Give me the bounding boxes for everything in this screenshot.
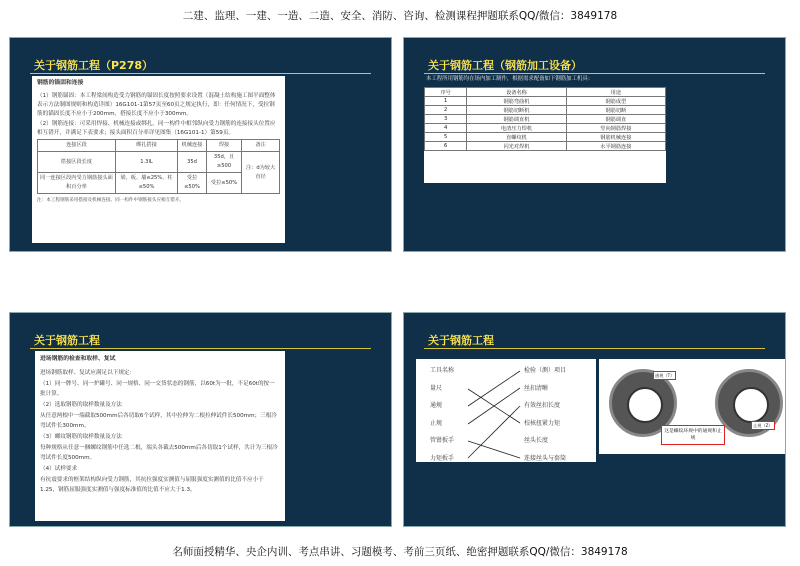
table-cell: 闪光对焊机 [467, 142, 566, 151]
list-item: 丝扣清晰 [524, 384, 549, 392]
slide-rebar-equipment [403, 37, 786, 252]
no-go-gauge-label: 止规（Z） [753, 423, 773, 428]
slide-thread-gauges [403, 312, 786, 527]
table-cell: 3 [425, 115, 467, 124]
gauge-hole [627, 387, 663, 423]
table-header: 绑扎搭接 [115, 140, 177, 152]
list-item: 检验（测）项目 [524, 367, 567, 374]
list-item: 量尺 [430, 384, 443, 392]
page-footer: 名师面授精华、央企内训、考点串讲、习题模考、考前三页纸、绝密押题联系QQ/微信：3849178 [172, 546, 628, 558]
table-cell: 注：d为较大直径 [242, 152, 280, 194]
table-cell: 6 [425, 142, 467, 151]
table-row [425, 115, 666, 124]
table-row [425, 106, 666, 115]
table-cell: 4 [425, 124, 467, 133]
list-item: 管钳扳手 [430, 437, 455, 444]
table-row [425, 133, 666, 142]
table-header: 设备名称 [467, 88, 566, 97]
table-cell: 受拉≤50% [178, 173, 207, 194]
go-gauge-label: 通规（T） [655, 373, 675, 378]
intro-text: 本工程所用钢筋均在场内加工制作，根据需求配备如下钢筋加工机具： [426, 76, 594, 82]
table-cell: 钢筋机械连接 [566, 133, 665, 142]
table-row [425, 97, 666, 106]
table-header: 用途 [566, 88, 665, 97]
slide-title: 关于钢筋工程 [428, 334, 494, 347]
table-cell: 梁、板、墙≤25%，柱≤50% [115, 173, 177, 194]
tool-name-column [430, 365, 454, 470]
table-cell: 同一连接区段内受力钢筋接头面积百分率 [38, 173, 116, 194]
tool-matching-diagram [416, 359, 596, 462]
list-item: 力矩扳手 [430, 454, 455, 462]
table-header: 备注 [242, 140, 280, 152]
page-header: 二建、监理、一建、一造、二造、安全、消防、咨询、检测课程押题联系QQ/微信：3849178 [182, 10, 618, 22]
title-underline [30, 348, 371, 349]
table-note: 注：本工程钢筋采用搭接及机械连接。同一构件中钢筋接头应相互错开。 [37, 198, 185, 203]
table-row [425, 124, 666, 133]
table-cell: 5 [425, 133, 467, 142]
slide-rebar-inspection [9, 312, 392, 527]
equipment-table-panel [424, 87, 666, 183]
slide-rebar-anchorage [9, 37, 392, 252]
table-cell: 钢筋切断 [566, 106, 665, 115]
equipment-table [424, 87, 666, 151]
list-item: 工具名称 [430, 367, 455, 374]
table-cell: 钢筋调直 [566, 115, 665, 124]
table-cell: 钢筋成型 [566, 97, 665, 106]
table-cell: 直螺纹机 [467, 133, 566, 142]
list-item: 丝头长度 [524, 437, 549, 444]
table-cell: 1 [425, 97, 467, 106]
table-cell: 钢筋切断机 [467, 106, 566, 115]
paragraph: （3）螺纹钢筋的取样数量及方法 [40, 434, 122, 440]
section-heading: 钢筋的锚固和连接 [37, 80, 84, 86]
table-cell: 钢筋调直机 [467, 115, 566, 124]
connection-table [37, 139, 280, 194]
slide-title: 关于钢筋工程（钢筋加工设备） [428, 59, 582, 72]
ring-gauge-photo [599, 359, 786, 454]
table-row [38, 152, 280, 173]
paragraph: （4）试样要求 [40, 466, 78, 472]
paragraph: （2）选取钢筋的取样数量及方法 [40, 402, 122, 408]
table-header: 连接区段 [38, 140, 116, 152]
paragraph: 从任意两根中一端截取500mm后各切取6个试样，其中拉伸为二根拉伸试件长500mm；三根冷弯试件长300mm。 [40, 413, 277, 429]
table-cell: 35d [178, 152, 207, 173]
table-cell: 受拉≤50% [206, 173, 241, 194]
inspection-item-column [524, 365, 566, 470]
list-item: 连接丝头与套筒 [524, 454, 567, 462]
slide-title: 关于钢筋工程 [34, 334, 100, 347]
table-row [425, 142, 666, 151]
table-cell: 竖向钢筋焊接 [566, 124, 665, 133]
paragraph-connection: （2）钢筋连接：可采用焊接、机械连接或绑扎。同一构件中相邻纵向受力钢筋的连接接头位置应相互错开，并满足下表要求；接头面积百分率详见图集（16G101-1）第59页。 [37, 121, 276, 136]
matching-lines [464, 359, 524, 462]
table-cell: 电渣压力焊机 [467, 124, 566, 133]
gauge-hole [733, 387, 769, 423]
list-item: 通规 [430, 402, 443, 409]
paragraph: （1）同一牌号、同一炉罐号、同一规格、同一交货状态的钢筋，以60t为一批，不足60t的按一批计算。 [40, 381, 275, 397]
document-page [32, 76, 285, 243]
document-page [35, 351, 285, 521]
table-header: 序号 [425, 88, 467, 97]
table-cell: 搭接区段长度 [38, 152, 116, 173]
list-item: 止规 [430, 419, 443, 427]
paragraph-anchorage: （1）钢筋锚固：本工程梁间构造受力钢筋的锚固长度按照要求设置（混凝土结构施工图平面整体表示方法制图规则和构造详图）16G101-1第57页至60页之规定执行，即：任何情况下，受拉钢筋的锚固长度不应小于200mm，搭接长度不应小于300mm。 [37, 93, 276, 117]
paragraph: 每种规格从任意一捆螺纹钢筋中任选二根，端头各截去500mm后各切取1个试样，共计为三根冷弯试件长度500mm。 [40, 445, 278, 461]
table-cell: 1.3lL [115, 152, 177, 173]
table-cell: 水平钢筋连接 [566, 142, 665, 151]
gauge-caption: 这是螺纹环规中的通规和止规 [661, 425, 725, 445]
section-heading: 进场钢筋的检查和取样、复试 [40, 356, 116, 362]
paragraph: 有抗震要求的框架结构纵向受力钢筋，其抗拉强度实测值与屈服强度实测值的比值不应小于1.25，钢筋屈服强度实测值与强度标准值的比值不应大于1.3。 [40, 477, 264, 493]
list-item: 有效丝扣长度 [524, 402, 561, 409]
table-cell: 2 [425, 106, 467, 115]
table-header: 焊接 [206, 140, 241, 152]
title-underline [30, 73, 371, 74]
table-cell: 35d，且≥500 [206, 152, 241, 173]
slide-title: 关于钢筋工程（P278） [34, 59, 154, 72]
table-cell: 钢筋弯曲机 [467, 97, 566, 106]
table-header: 机械连接 [178, 140, 207, 152]
list-item: 校核扭紧力矩 [524, 419, 561, 427]
title-underline [424, 348, 765, 349]
paragraph: 进场钢筋取样、复试应满足以下规定： [40, 370, 136, 376]
